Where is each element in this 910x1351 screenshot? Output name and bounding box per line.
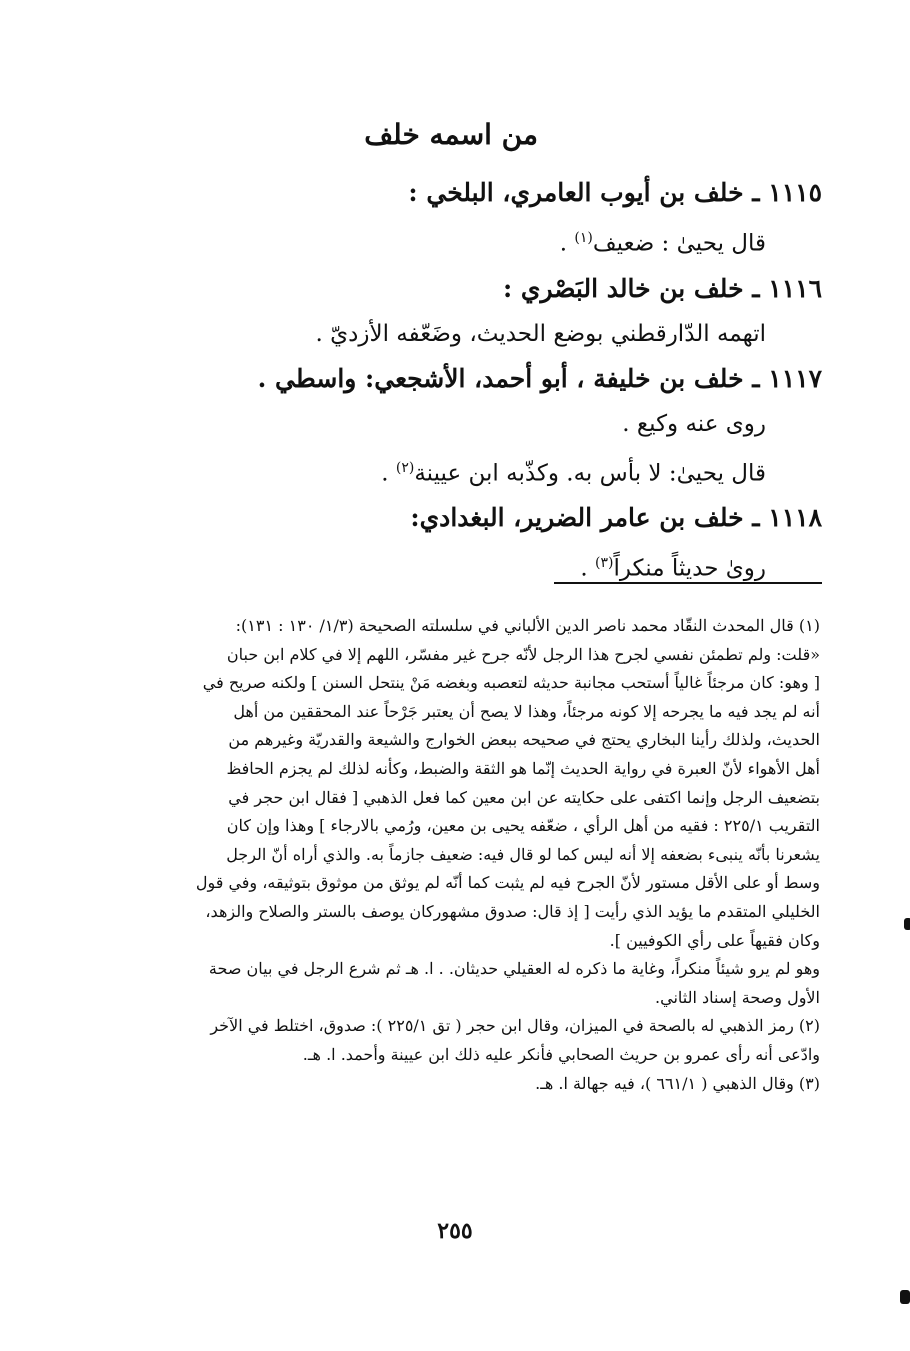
footnote-1 bbox=[92, 612, 820, 955]
entries-list bbox=[257, 170, 822, 591]
scan-speck bbox=[904, 918, 910, 930]
footnote-line: وسط أو على الأقل مستور لأنّ الجرح فيه لم يثبت كما أنّه لم يوثق من موثوق بتوثيقه، وفي قول bbox=[195, 873, 820, 893]
footnote-line: «قلت: ولم تطمئن نفسي لجرح هذا الرجل لأنّه جرح غير مفسّر، اللهم إلا في كلام ابن حبان bbox=[226, 644, 820, 664]
entry-1117 bbox=[257, 356, 822, 496]
footnote-line: التقريب ٢٢٥/١ : فقيه من أهل الرأي ، ضعّفه يحيى بن معين، ورُمي بالارجاء ] وهذا وإن كان bbox=[226, 816, 820, 836]
footnote-ref: (٣) bbox=[595, 555, 614, 572]
footnote-line: [ وهو: كان مرجئاً غالياً أستحب مجانبة حديثه لتعصبه وبغضه مَنْ ينتحل السنن ] ولكنه صريح في bbox=[202, 673, 820, 693]
entry-line-text: روىٰ حديثاً منكراً bbox=[613, 555, 766, 582]
entry-line bbox=[262, 402, 822, 446]
footnote-line: بتضعيف الرجل وإنما اكتفى على حكايته عن ابن معين كما فعل الذهبي [ فقال ابن حجر في bbox=[228, 787, 820, 807]
entry-heading: ١١١٨ ـ خلف بن عامر الضرير، البغدادي: bbox=[410, 503, 822, 533]
footnote-2 bbox=[92, 1012, 820, 1069]
footnote-line: وكان فقيهاً على رأي الكوفيين ]. bbox=[609, 930, 820, 950]
footnote-line: الخليلي المتقدم ما يؤيد الذي رأيت [ إذ قال: صدوق مشهوركان يوصف بالستر والصلاح والزهد، bbox=[205, 901, 820, 921]
entry-1118 bbox=[262, 495, 822, 591]
entry-line-end: . bbox=[381, 460, 396, 487]
entry-heading: ١١١٦ ـ خلف بن خالد البَصْري : bbox=[502, 273, 822, 303]
entry-line-text: روى عنه وكيع . bbox=[622, 410, 766, 437]
entry-line bbox=[262, 446, 822, 496]
entry-line-text: اتهمه الدّارقطني بوضع الحديث، وضَعّفه الأزديّ . bbox=[315, 320, 766, 347]
entry-1116 bbox=[262, 266, 822, 356]
footnote-ref: (١) bbox=[574, 230, 593, 246]
footnote-line: (١) قال المحدث النقّاد محمد ناصر الدين الألباني في سلسلته الصحيحة (١/٣/ ١٣٠ : ١٣١): bbox=[235, 616, 820, 635]
footnote-line: الحديث، ولذلك رأينا البخاري يحتج في صحيحه ببعض الخوارج والشيعة والقدريّة وغيرهم من bbox=[228, 730, 820, 750]
footnotes bbox=[92, 612, 820, 1098]
footnote-line: وهو لم يرو شيئاً منكراً، وغاية ما ذكره له العقيلي حديثان. . ا. هـ ثم شرع الرجل في بيان صحة bbox=[208, 959, 820, 979]
footnote-3 bbox=[92, 1070, 820, 1099]
section-title: من اسمه خلف bbox=[364, 118, 538, 151]
entry-1115 bbox=[262, 170, 822, 266]
scan-speck bbox=[900, 1290, 910, 1304]
footnote-1-continued bbox=[92, 955, 820, 1012]
entry-line bbox=[262, 312, 822, 356]
footnote-line: الأول وصحة إسناد الثاني. bbox=[655, 987, 820, 1007]
footnote-line: أنه لم يجد فيه ما يجرحه إلا كونه مرجئاً، وهذا لا يصح أن يعتبر جَرْحاً عند المحققين من أهل bbox=[233, 701, 820, 721]
footnote-ref: (٢) bbox=[395, 459, 415, 476]
entry-heading: ١١١٥ ـ خلف بن أيوب العامري، البلخي : bbox=[408, 178, 822, 207]
footnote-divider bbox=[554, 582, 822, 584]
entry-line bbox=[262, 216, 822, 266]
entry-line-text: قال يحيىٰ : ضعيف bbox=[592, 230, 766, 257]
entry-line-text: قال يحيىٰ: لا بأس به. وكذّبه ابن عيينة bbox=[414, 460, 766, 487]
entry-line-end: . bbox=[580, 555, 595, 582]
footnote-line: أهل الأهواء لأنّ العبرة في رواية الحديث إنّما هو الثقة والضبط، وكأنه لذلك لم يجزم الحافظ bbox=[226, 758, 820, 778]
footnote-line: وادّعى أنه رأى عمرو بن حريث الصحابي فأنكر عليه ذلك ابن عيينة وأحمد. ا. هـ. bbox=[302, 1044, 820, 1064]
page-number: ٢٥٥ bbox=[437, 1218, 473, 1244]
footnote-line: (٣) وقال الذهبي ( ٦٦١/١ )، فيه جهالة ا. هـ. bbox=[535, 1073, 820, 1093]
footnote-line: (٢) رمز الذهبي له بالصحة في الميزان، وقال ابن حجر ( تق ٢٢٥/١ ): صدوق، اختلط في الآخر bbox=[210, 1016, 820, 1036]
entry-heading: ١١١٧ ـ خلف بن خليفة ، أبو أحمد، الأشجعي: واسطي . bbox=[257, 363, 822, 393]
footnote-line: يشعرنا بأنّه ينبىء بضعفه إلا أنه ليس كما لو قال فيه: ضعيف جازماً به. والذي أراه أنّ الرجل bbox=[226, 844, 820, 864]
entry-line-end: . bbox=[559, 230, 575, 257]
